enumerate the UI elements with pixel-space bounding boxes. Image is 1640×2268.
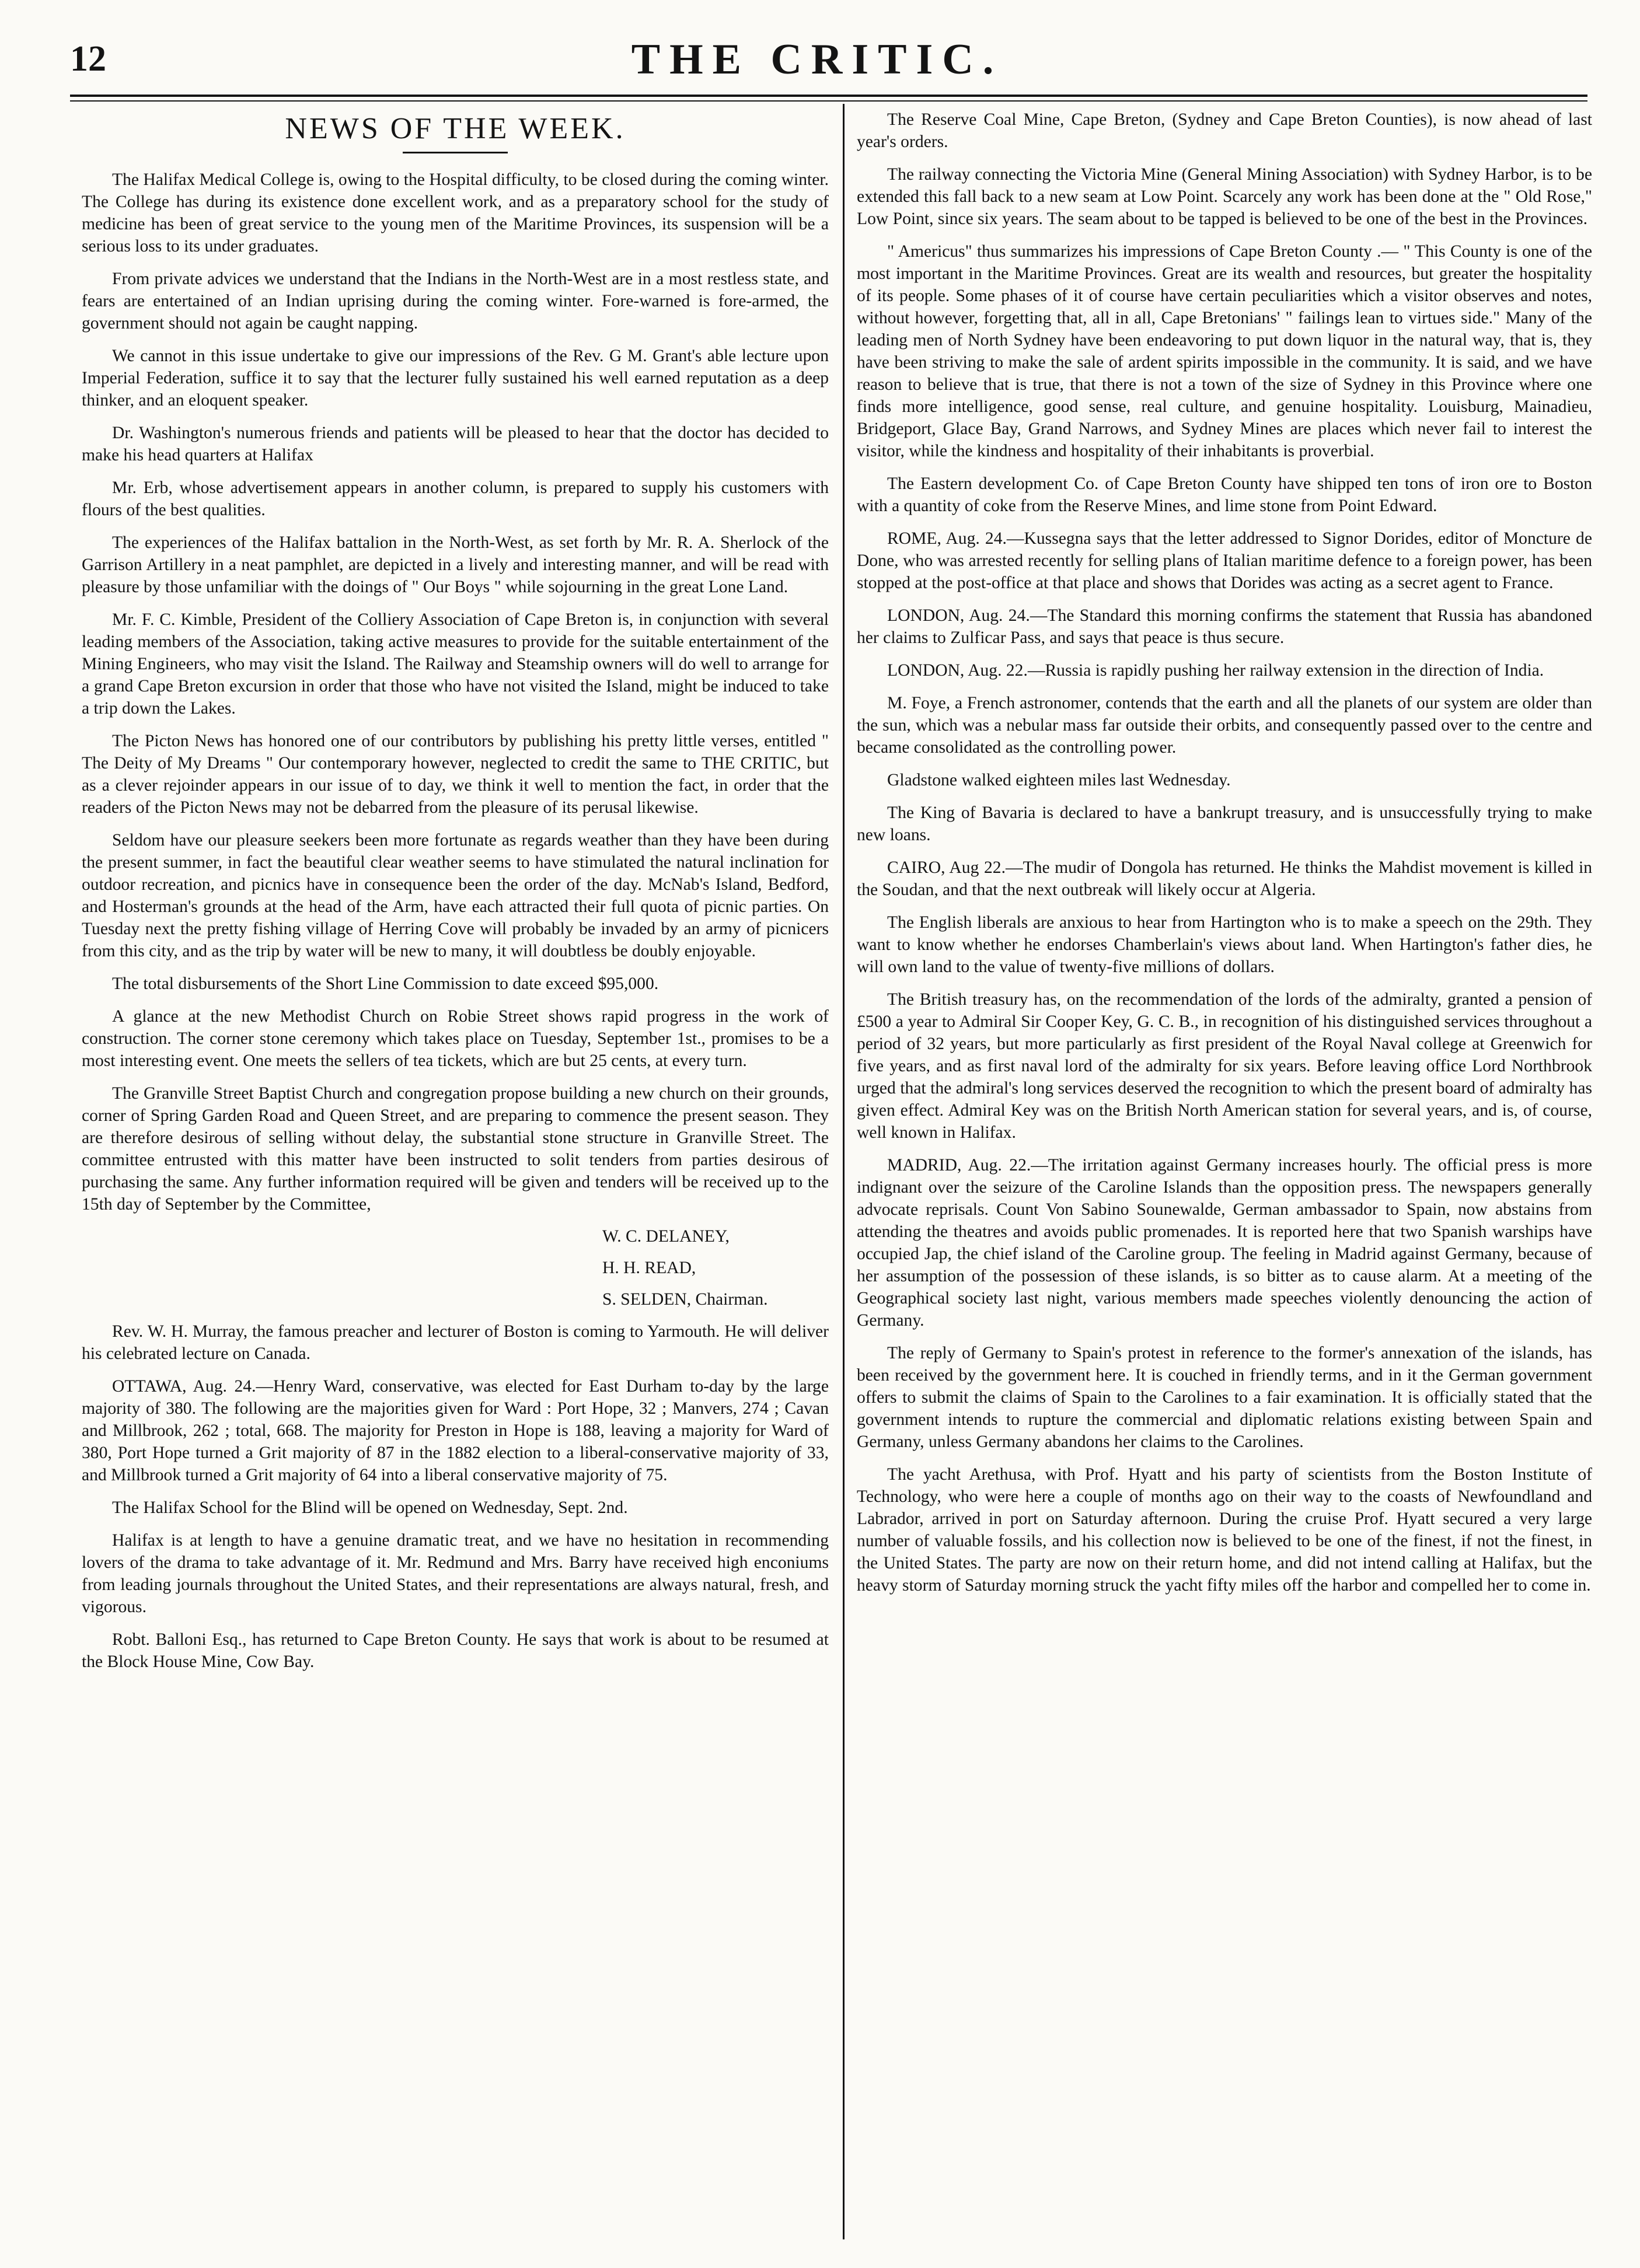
right-paragraphs [857,109,1592,1596]
news-paragraph: Seldom have our pleasure seekers been more fortunate as regards weather than they have been during the present summer, in fact the beautiful clear weather seems to have stimulated the natural inclination for outdoor recreation, and picnics have in consequence been the order of the day. McNab's Island, Bedford, and Hosterman's grounds at the head of the Arm, have each attracted their full quota of picnic parties. On Tuesday next the pretty fishing village of Herring Cove will probably be invaded by an army of picnicers from this city, and as the trip by water will be new to many, it will doubtless be doubly enjoyable. [82,831,829,960]
news-paragraph: Dr. Washington's numerous friends and patients will be pleased to hear that the doctor has decided to make his head quarters at Halifax [82,424,829,464]
news-paragraph: The railway connecting the Victoria Mine (General Mining Association) with Sydney Harbor, is to be extended this fall back to a new seam at Low Point. Scarcely any work has been done at the " Old Rose," Low Point, since six years. The seam about to be tapped is believed to be one of the best in the Provinces. [857,165,1592,228]
signature-line: W. C. DELANEY, [602,1227,730,1246]
news-paragraph: The reply of Germany to Spain's protest in reference to the former's annexation of the islands, has been received by the government here. It is couched in friendly terms, and in it the German government offers to submit the claims of Spain to the Carolines to a fair examination. It is officially stated that the government intends to rupture the commercial and diplomatic relations existing between Spain and Germany, unless Germany abandons her claims to the Carolines. [857,1344,1592,1451]
news-paragraph: Rev. W. H. Murray, the famous preacher and lecturer of Boston is coming to Yarmouth. He will deliver his celebrated lecture on Canada. [82,1322,829,1363]
news-paragraph: From private advices we understand that the Indians in the North-West are in a most restless state, and fears are entertained of an Indian uprising during the coming winter. Fore-warned is fore-armed, the government should not again be caught napping. [82,270,829,333]
news-paragraph: The yacht Arethusa, with Prof. Hyatt and his party of scientists from the Boston Institute of Technology, who were here a couple of months ago on their way to the coasts of Newfoundland and Labrador, arrived in port on Saturday afternoon. During the cruise Prof. Hyatt secured a very large number of valuable fossils, and his collection now is believed to be one of the finest, if not the finest, in the United States. The party are now on their return home, and did not intend calling at Halifax, but the heavy storm of Saturday morning struck the yacht fifty miles off the harbor and compelled her to come in. [857,1465,1592,1595]
signature-line: H. H. READ, [602,1259,696,1277]
news-paragraph: M. Foye, a French astronomer, contends that the earth and all the planets of our system are older than the sun, which was a nebular mass far outside their orbits, and consequently passed over to the centre and became consolidated as the controlling power. [857,694,1592,757]
right-column [857,109,1592,1607]
news-paragraph: The Picton News has honored one of our contributors by publishing his pretty little verses, entitled " The Deity of My Dreams " Our contemporary however, neglected to credit the same to THE CRITIC, but as a clever rejoinder appears in our issue of to day, we think it well to mention the fact, in order that the readers of the Picton News may not be debarred from the pleasure of its perusal likewise. [82,732,829,817]
news-paragraph: A glance at the new Methodist Church on Robie Street shows rapid progress in the work of construction. The corner stone ceremony which takes place on Tuesday, September 1st., promises to be a most interesting event. One meets the sellers of tea tickets, which are but 25 cents, at every turn. [82,1007,829,1070]
news-paragraph: The total disbursements of the Short Line Commission to date exceed $95,000. [112,974,659,993]
left-column [82,109,829,1683]
news-paragraph: ROME, Aug. 24.—Kussegna says that the letter addressed to Signor Dorides, editor of Moncture de Done, who was arrested recently for selling plans of Italian maritime defence to a foreign power, has been stopped at the post-office at that place and shows that Dorides was acting as a secret agent to France. [857,529,1592,592]
signature-line: S. SELDEN, Chairman. [602,1290,768,1309]
news-paragraph: Mr. F. C. Kimble, President of the Colliery Association of Cape Breton is, in conjunction with several leading members of the Association, taking active measures to provide for the suitable entertainment of the Mining Engineers, who may visit the Island. The Railway and Steamship owners will do well to arrange for a grand Cape Breton excursion in order that those who have not visited the Island, might be induced to take a trip down the Lakes. [82,610,829,718]
news-paragraph: The Eastern development Co. of Cape Breton County have shipped ten tons of iron ore to Boston with a quantity of coke from the Reserve Mines, and lime stone from Point Edward. [857,474,1592,515]
page-number: 12 [70,39,106,79]
news-paragraph: CAIRO, Aug 22.—The mudir of Dongola has returned. He thinks the Mahdist movement is killed in the Soudan, and that the next outbreak will likely occur at Algeria. [857,858,1592,899]
news-paragraph: The Halifax School for the Blind will be opened on Wednesday, Sept. 2nd. [112,1498,628,1517]
newspaper-title: THE CRITIC. [631,36,1003,83]
news-paragraph: The Granville Street Baptist Church and congregation propose building a new church on their grounds, corner of Spring Garden Road and Queen Street, and are preparing to commence the present season. They are therefore desirous of selling without delay, the substantial stone structure in Granville Street. The committee entrusted with this matter have been instructed to solit tenders from parties desirous of purchasing the same. Any further information required will be given and tenders will be received up to the 15th day of September by the Committee, [82,1084,829,1214]
left-paragraphs [82,169,829,1215]
heading-rule [403,152,508,153]
news-paragraph: Halifax is at length to have a genuine dramatic treat, and we have no hesitation in recommending lovers of the drama to take advantage of it. Mr. Redmund and Mrs. Barry have received high enconiums from leading journals throughout the United States, and their representations are always natural, fresh, and vigorous. [82,1531,829,1616]
news-paragraph: The English liberals are anxious to hear from Hartington who is to make a speech on the 29th. They want to know whether he endorses Chamberlain's views about land. When Hartington's father dies, he will own land to the value of twenty-five millions of dollars. [857,913,1592,976]
news-paragraph: The British treasury has, on the recommendation of the lords of the admiralty, granted a pension of £500 a year to Admiral Sir Cooper Key, G. C. B., in recognition of his distinguished services throughout a period of 32 years, but more particularly as first president of the Royal Naval college at Greenwich for five years, and as first naval lord of the admiralty for six years. Before leaving office Lord Northbrook urged that the admiral's long services deserved the recognition to which the present board of admiralty has given effect. Admiral Key was on the British North American station for several years, and is, of course, well known in Halifax. [857,990,1592,1142]
header-rule-thin [70,100,1587,102]
news-paragraph: The Reserve Coal Mine, Cape Breton, (Sydney and Cape Breton Counties), is now ahead of last year's orders. [857,110,1592,151]
news-paragraph: OTTAWA, Aug. 24.—Henry Ward, conservative, was elected for East Durham to-day by the large majority of 380. The following are the majorities given for Ward : Port Hope, 32 ; Manvers, 274 ; Cavan and Millbrook, 262 ; total, 668. The majority for Preston in Hope is 188, leaving a majority for Ward of 380, Port Hope turned a Grit majority of 87 in the 1882 election to a liberal-conservative majority of 33, and Millbrook turned a Grit majority of 64 into a liberal conservative majority of 75. [82,1377,829,1484]
news-paragraph: MADRID, Aug. 22.—The irritation against Germany increases hourly. The official press is more indignant over the seizure of the Caroline Islands than the opposition press. The newspapers generally advocate reprisals. Count Von Sabino Sounewalde, German ambassador to Spain, now abstains from attending the theatres and avoids public promenades. It is reported here that two Spanish warships have occupied Jap, the chief island of the Caroline group. The feeling in Madrid against Germany, because of her assumption of the possession of these islands, is so bitter as to cause alarm. At a meeting of the Geographical society last night, various members made speeches violently denouncing the action of Germany. [857,1156,1592,1330]
news-paragraph: LONDON, Aug. 24.—The Standard this morning confirms the statement that Russia has abandoned her claims to Zulficar Pass, and says that peace is thus secure. [857,606,1592,647]
section-heading: NEWS OF THE WEEK. [285,112,626,145]
news-paragraph: Robt. Balloni Esq., has returned to Cape Breton County. He says that work is about to be resumed at the Block House Mine, Cow Bay. [82,1630,829,1671]
news-paragraph: LONDON, Aug. 22.—Russia is rapidly pushing her railway extension in the direction of India. [887,661,1544,680]
news-paragraph: The experiences of the Halifax battalion in the North-West, as set forth by Mr. R. A. Sherlock of the Garrison Artillery in a neat pamphlet, are depicted in a lively and interesting manner, and will be read with pleasure by those unfamiliar with the doings of " Our Boys " while sojourning in the great Lone Land. [82,533,829,596]
news-paragraph: The Halifax Medical College is, owing to the Hospital difficulty, to be closed during the coming winter. The College has during its existence done excellent work, and as a preparatory school for the study of medicine has been of great service to the young men of the Maritime Provinces, its suspension will be a serious loss to its under graduates. [82,170,829,256]
news-paragraph: We cannot in this issue undertake to give our impressions of the Rev. G M. Grant's able lecture upon Imperial Federation, suffice it to say that the lecturer fully sustained his well earned reputation as a deep thinker, and an eloquent speaker. [82,347,829,410]
news-paragraph: Mr. Erb, whose advertisement appears in another column, is prepared to supply his customers with flours of the best qualities. [82,478,829,519]
news-paragraph: " Americus" thus summarizes his impressions of Cape Breton County .— " This County is one of the most important in the Maritime Provinces. Great are its wealth and resources, but greater the hospitality of its people. Some phases of it of course have certain peculiarities which a visitor observes and notes, without however, forgetting that, all in all, Cape Bretonians' " failings lean to virtues side." Many of the leading men of North Sydney have been endeavoring to put down liquor in the natural way, that is, they have been striving to make the sale of ardent spirits impossible in the community. It is said, and we have reason to believe that is true, that there is not a town of the size of Sydney in this Province where one finds more intelligence, good sense, real culture, and genuine hospitality. Louisburg, Mainadieu, Bridgeport, Glace Bay, Grand Narrows, and Sydney Mines are places which never fail to interest the visitor, while the kindness and hospitality of their inhabitants is proverbial. [857,242,1592,460]
header-rule-thick [70,95,1587,97]
left-paragraphs-after [82,1320,829,1673]
news-paragraph: The King of Bavaria is declared to have a bankrupt treasury, and is unsuccessfully trying to make new loans. [857,803,1592,844]
page-header [70,35,1564,93]
column-separator [843,104,845,2239]
news-paragraph: Gladstone walked eighteen miles last Wednesday. [887,771,1231,789]
signature-block [82,1226,829,1310]
